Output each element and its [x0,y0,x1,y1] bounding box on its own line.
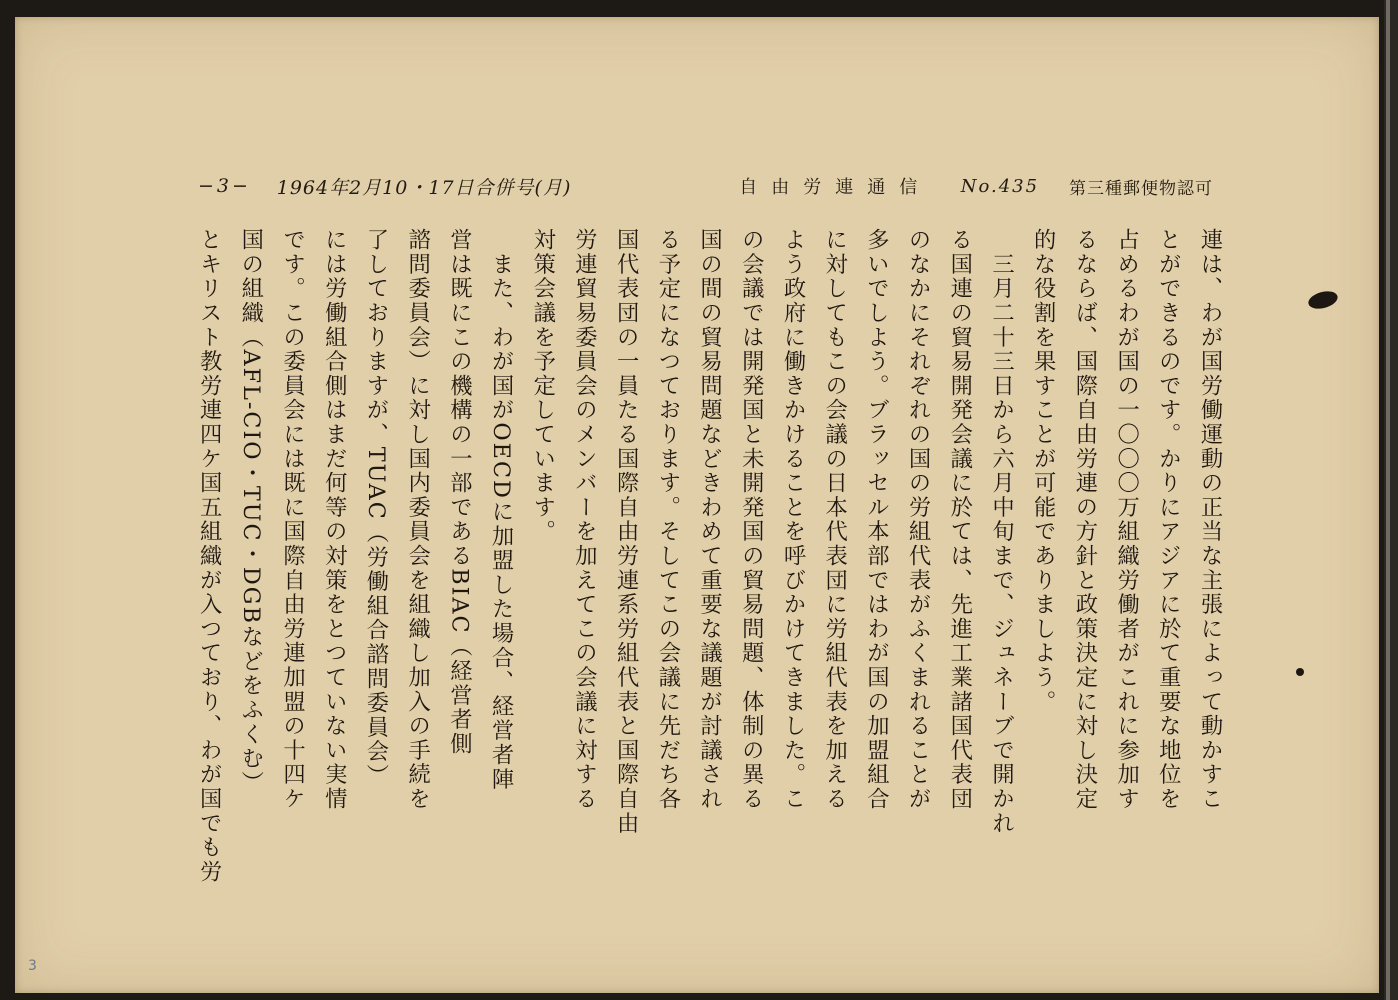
body-line: の会議では開発国と未開発国の貿易問題、体制の異る [738,228,765,812]
ink-stain-small [1296,668,1304,676]
header-date: 1964年2月10・17日合併号(月) [276,176,572,199]
archive-page-mark: 3 [28,958,37,974]
body-line: 三月二十三日から六月中旬まで、ジュネーブで開かれ [988,228,1015,836]
body-line: 国の間の貿易問題などきわめて重要な議題が討議され [696,228,723,812]
header-publication-title: 自由労連通信 [739,177,932,198]
vertical-body-text [190,228,1230,885]
ink-stain-large [1306,288,1339,311]
body-line: には労働組合側はまだ何等の対策をとつていない実情 [321,228,348,812]
body-line: 諮問委員会）に対し国内委員会を組織し加入の手続を [404,228,431,812]
body-line: 国代表団の一員たる国際自由労連系労組代表と国際自由 [613,228,640,836]
body-line: とキリスト教労連四ケ国五組織が入つており、わが国でも労 [196,228,223,885]
body-line: 国の組織（AFL-CIO・TUC・DGBなどをふくむ） [237,228,264,796]
header-page-number: −3− [198,175,251,197]
body-line: 多いでしよう。ブラッセル本部ではわが国の加盟組合 [863,228,890,812]
body-line: に対してもこの会議の日本代表団に労組代表を加える [821,228,848,812]
body-line: 労連貿易委員会のメンバーを加えてこの会議に対する [571,228,598,812]
body-line: る予定になつております。そしてこの会議に先だち各 [654,228,681,812]
body-line: るならば、国際自由労連の方針と政策決定に対し決定 [1071,228,1098,812]
body-line: とができるのです。かりにアジアに於て重要な地位を [1155,228,1182,812]
body-line: また、わが国がOECDに加盟した場合、経営者陣 [488,228,515,792]
body-line: 了しておりますが、TUAC（労働組合諮問委員会） [362,228,389,789]
body-line: る国連の貿易開発会議に於ては、先進工業諸国代表団 [946,228,973,812]
body-line: 的な役割を果すことが可能でありましよう。 [1030,228,1057,714]
header-issue-number: No.435 [960,175,1040,197]
body-line: 連は、わが国労働運動の正当な主張によって動かすこ [1197,228,1223,812]
body-line: 占めるわが国の一〇〇〇万組織労働者がこれに参加す [1113,228,1140,812]
body-line: よう政府に働きかけることを呼びかけてきました。こ [779,228,806,812]
page-header [198,174,1213,198]
body-line: です。この委員会には既に国際自由労連加盟の十四ケ [279,228,306,812]
body-line: 対策会議を予定しています。 [529,228,556,544]
body-line: 営は既にこの機構の一部であるBIAC（経営者側 [446,228,473,757]
header-postal-permit: 第三種郵便物認可 [1069,178,1213,199]
body-line: のなかにそれぞれの国の労組代表がふくまれることが [905,228,932,812]
scan-edge-highlight [1386,0,1390,1000]
